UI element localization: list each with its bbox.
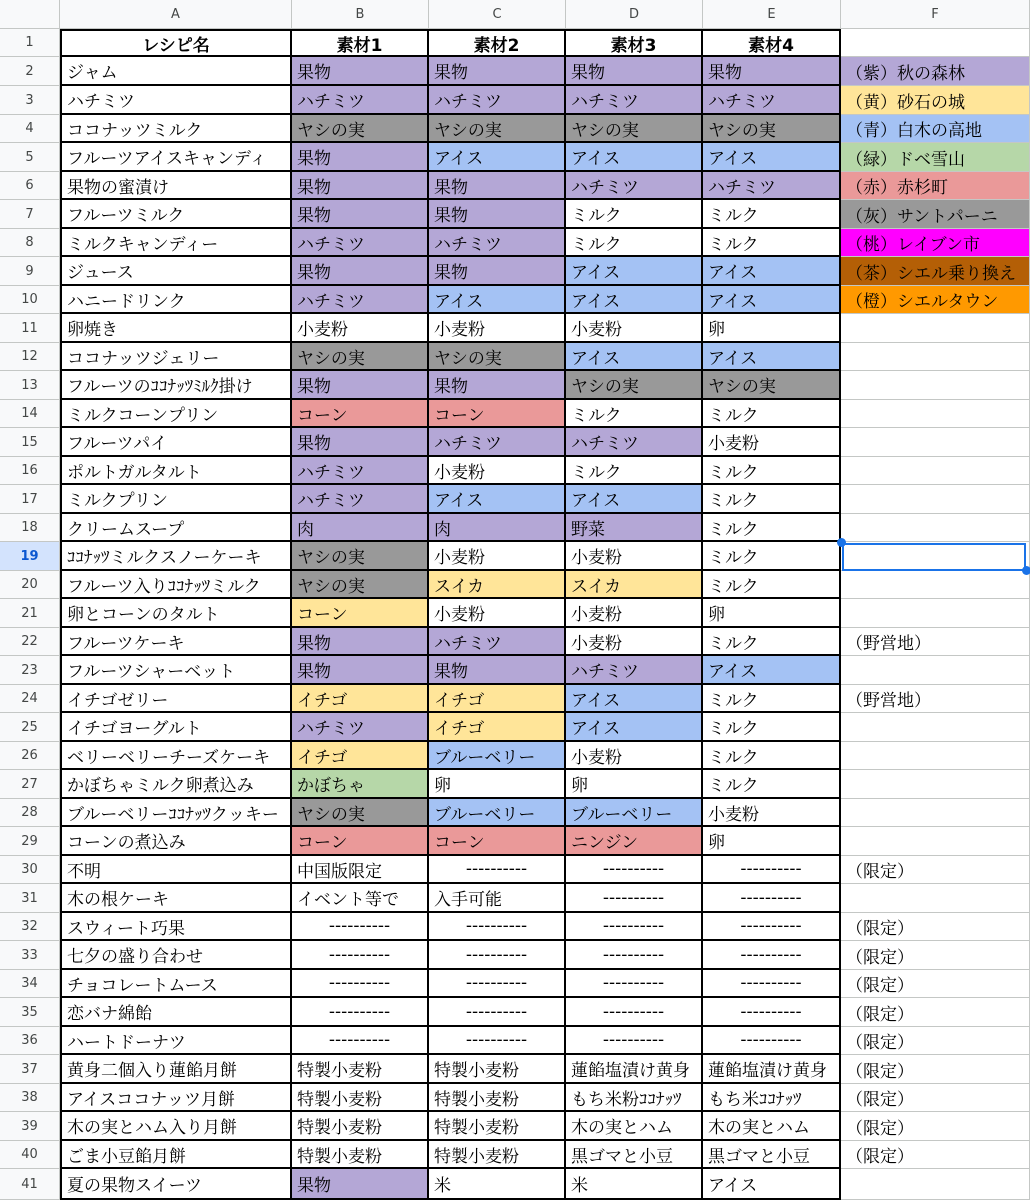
row-header-19[interactable]: 19 bbox=[0, 542, 60, 571]
recipe-name-cell[interactable]: ジャム bbox=[60, 57, 292, 86]
row-header-10[interactable]: 10 bbox=[0, 286, 60, 314]
material-cell[interactable]: 果物 bbox=[292, 628, 429, 656]
note-cell[interactable]: （限定） bbox=[841, 1055, 1030, 1084]
material-cell[interactable]: アイス bbox=[566, 485, 703, 514]
recipe-name-cell[interactable]: ジュース bbox=[60, 257, 292, 286]
recipe-name-cell[interactable]: フルーツシャーベット bbox=[60, 656, 292, 685]
material-cell[interactable]: アイス bbox=[703, 143, 841, 172]
column-header-c[interactable]: C bbox=[429, 0, 566, 29]
note-cell[interactable] bbox=[841, 599, 1030, 628]
row-header-6[interactable]: 6 bbox=[0, 172, 60, 200]
material-cell[interactable]: イベント等で bbox=[292, 884, 429, 913]
row-header-17[interactable]: 17 bbox=[0, 485, 60, 514]
note-cell[interactable] bbox=[841, 770, 1030, 799]
recipe-name-cell[interactable]: ココナッツミルク bbox=[60, 115, 292, 143]
recipe-name-cell[interactable]: コーンの煮込み bbox=[60, 827, 292, 856]
legend-cell[interactable]: （黄）砂石の城 bbox=[841, 86, 1030, 115]
column-header-e[interactable]: E bbox=[703, 0, 841, 29]
material-cell[interactable]: ---------- bbox=[566, 1027, 703, 1055]
material-cell[interactable]: スイカ bbox=[429, 571, 566, 599]
material-cell[interactable]: ハチミツ bbox=[429, 229, 566, 257]
material-cell[interactable]: ---------- bbox=[566, 998, 703, 1027]
material-cell[interactable]: アイス bbox=[429, 286, 566, 314]
material-cell[interactable]: ハチミツ bbox=[566, 428, 703, 457]
note-cell[interactable] bbox=[841, 884, 1030, 913]
material-cell[interactable]: アイス bbox=[566, 713, 703, 742]
recipe-name-cell[interactable]: ｺｺﾅｯﾂミルクスノーケーキ bbox=[60, 542, 292, 571]
material-cell[interactable]: もち米粉ｺｺﾅｯﾂ bbox=[566, 1084, 703, 1112]
row-header-25[interactable]: 25 bbox=[0, 713, 60, 742]
material-cell[interactable]: イチゴ bbox=[429, 713, 566, 742]
note-cell[interactable] bbox=[841, 542, 1030, 571]
material-cell[interactable]: ---------- bbox=[292, 913, 429, 941]
row-header-23[interactable]: 23 bbox=[0, 656, 60, 685]
note-cell[interactable]: （限定） bbox=[841, 1141, 1030, 1169]
material-cell[interactable]: ミルク bbox=[703, 542, 841, 571]
material-cell[interactable]: ---------- bbox=[703, 913, 841, 941]
recipe-name-cell[interactable]: ミルクコーンプリン bbox=[60, 400, 292, 428]
row-header-33[interactable]: 33 bbox=[0, 941, 60, 970]
note-cell[interactable]: （限定） bbox=[841, 1027, 1030, 1055]
material-cell[interactable]: ミルク bbox=[566, 200, 703, 229]
selection-fill-handle[interactable] bbox=[1022, 566, 1030, 575]
note-cell[interactable]: （限定） bbox=[841, 1112, 1030, 1141]
row-header-9[interactable]: 9 bbox=[0, 257, 60, 286]
selection-handle-top-left[interactable] bbox=[837, 538, 846, 547]
note-cell[interactable] bbox=[841, 713, 1030, 742]
material-cell[interactable]: アイス bbox=[429, 143, 566, 172]
material-cell[interactable]: 小麦粉 bbox=[566, 742, 703, 770]
material-cell[interactable]: ---------- bbox=[566, 941, 703, 970]
row-header-35[interactable]: 35 bbox=[0, 998, 60, 1027]
material-cell[interactable]: コーン bbox=[429, 400, 566, 428]
row-header-30[interactable]: 30 bbox=[0, 856, 60, 884]
note-cell[interactable] bbox=[841, 514, 1030, 542]
recipe-name-cell[interactable]: 卵焼き bbox=[60, 314, 292, 343]
row-header-15[interactable]: 15 bbox=[0, 428, 60, 457]
material-cell[interactable]: ヤシの実 bbox=[292, 542, 429, 571]
column-header-d[interactable]: D bbox=[566, 0, 703, 29]
note-cell[interactable] bbox=[841, 314, 1030, 343]
material-cell[interactable]: 果物 bbox=[292, 200, 429, 229]
material-cell[interactable]: ミルク bbox=[566, 400, 703, 428]
recipe-name-cell[interactable]: ブルーベリーｺｺﾅｯﾂクッキー bbox=[60, 799, 292, 827]
material-cell[interactable]: ミルク bbox=[703, 628, 841, 656]
material-cell[interactable]: ハチミツ bbox=[292, 86, 429, 115]
column-header-f[interactable]: F bbox=[841, 0, 1030, 29]
material-cell[interactable]: ミルク bbox=[703, 200, 841, 229]
material-cell[interactable]: 小麦粉 bbox=[429, 599, 566, 628]
material-cell[interactable]: ミルク bbox=[566, 229, 703, 257]
row-header-1[interactable]: 1 bbox=[0, 29, 60, 57]
material-cell[interactable]: 米 bbox=[566, 1169, 703, 1200]
material-cell[interactable]: イチゴ bbox=[292, 742, 429, 770]
recipe-name-cell[interactable]: スウィート巧果 bbox=[60, 913, 292, 941]
material-cell[interactable]: 果物 bbox=[429, 257, 566, 286]
material-cell[interactable]: ブルーベリー bbox=[429, 742, 566, 770]
material-cell[interactable]: 木の実とハム bbox=[566, 1112, 703, 1141]
material-cell[interactable]: ---------- bbox=[703, 998, 841, 1027]
material-cell[interactable]: ハチミツ bbox=[292, 485, 429, 514]
note-cell[interactable] bbox=[841, 428, 1030, 457]
note-cell[interactable] bbox=[841, 371, 1030, 400]
material-cell[interactable]: 卵 bbox=[703, 599, 841, 628]
material-cell[interactable]: ---------- bbox=[429, 941, 566, 970]
material-cell[interactable]: ミルク bbox=[703, 485, 841, 514]
material-cell[interactable]: アイス bbox=[566, 257, 703, 286]
row-header-4[interactable]: 4 bbox=[0, 115, 60, 143]
material-cell[interactable]: アイス bbox=[429, 485, 566, 514]
material-cell[interactable]: ハチミツ bbox=[703, 172, 841, 200]
column-header-b[interactable]: B bbox=[292, 0, 429, 29]
material-cell[interactable]: ヤシの実 bbox=[566, 371, 703, 400]
recipe-name-cell[interactable]: ごま小豆餡月餅 bbox=[60, 1141, 292, 1169]
material-cell[interactable]: ---------- bbox=[566, 884, 703, 913]
header-cell-material-1[interactable]: 素材1 bbox=[292, 29, 429, 57]
material-cell[interactable]: ハチミツ bbox=[703, 86, 841, 115]
legend-cell[interactable]: （桃）レイブン市 bbox=[841, 229, 1030, 257]
row-header-20[interactable]: 20 bbox=[0, 571, 60, 599]
column-header-a[interactable]: A bbox=[60, 0, 292, 29]
recipe-name-cell[interactable]: かぼちゃミルク卵煮込み bbox=[60, 770, 292, 799]
row-header-2[interactable]: 2 bbox=[0, 57, 60, 86]
note-cell[interactable]: （限定） bbox=[841, 970, 1030, 998]
material-cell[interactable]: ハチミツ bbox=[292, 286, 429, 314]
material-cell[interactable]: ---------- bbox=[429, 998, 566, 1027]
cell-f1[interactable] bbox=[841, 29, 1030, 57]
note-cell[interactable] bbox=[841, 1169, 1030, 1200]
material-cell[interactable]: ミルク bbox=[703, 229, 841, 257]
material-cell[interactable]: スイカ bbox=[566, 571, 703, 599]
row-header-37[interactable]: 37 bbox=[0, 1055, 60, 1084]
material-cell[interactable]: ミルク bbox=[703, 571, 841, 599]
recipe-name-cell[interactable]: アイスココナッツ月餅 bbox=[60, 1084, 292, 1112]
recipe-name-cell[interactable]: ハチミツ bbox=[60, 86, 292, 115]
material-cell[interactable]: ハチミツ bbox=[429, 428, 566, 457]
recipe-name-cell[interactable]: ミルクプリン bbox=[60, 485, 292, 514]
material-cell[interactable]: 特製小麦粉 bbox=[292, 1084, 429, 1112]
material-cell[interactable]: 特製小麦粉 bbox=[292, 1141, 429, 1169]
recipe-name-cell[interactable]: 七夕の盛り合わせ bbox=[60, 941, 292, 970]
material-cell[interactable]: 入手可能 bbox=[429, 884, 566, 913]
material-cell[interactable]: 卵 bbox=[703, 827, 841, 856]
material-cell[interactable]: アイス bbox=[566, 343, 703, 371]
material-cell[interactable]: ---------- bbox=[429, 970, 566, 998]
recipe-name-cell[interactable]: イチゴゼリー bbox=[60, 685, 292, 713]
material-cell[interactable]: ヤシの実 bbox=[292, 571, 429, 599]
recipe-name-cell[interactable]: ココナッツジェリー bbox=[60, 343, 292, 371]
material-cell[interactable]: 肉 bbox=[292, 514, 429, 542]
row-header-14[interactable]: 14 bbox=[0, 400, 60, 428]
material-cell[interactable]: アイス bbox=[566, 286, 703, 314]
legend-cell[interactable]: （橙）シエルタウン bbox=[841, 286, 1030, 314]
material-cell[interactable]: ---------- bbox=[703, 941, 841, 970]
recipe-name-cell[interactable]: チョコレートムース bbox=[60, 970, 292, 998]
material-cell[interactable]: 果物 bbox=[566, 57, 703, 86]
material-cell[interactable]: 野菜 bbox=[566, 514, 703, 542]
row-header-21[interactable]: 21 bbox=[0, 599, 60, 628]
note-cell[interactable] bbox=[841, 400, 1030, 428]
material-cell[interactable]: ハチミツ bbox=[566, 172, 703, 200]
row-header-28[interactable]: 28 bbox=[0, 799, 60, 827]
material-cell[interactable]: ミルク bbox=[703, 400, 841, 428]
recipe-name-cell[interactable]: 黄身二個入り蓮餡月餅 bbox=[60, 1055, 292, 1084]
recipe-name-cell[interactable]: フルーツケーキ bbox=[60, 628, 292, 656]
material-cell[interactable]: 果物 bbox=[292, 656, 429, 685]
material-cell[interactable]: 小麦粉 bbox=[566, 599, 703, 628]
material-cell[interactable]: 特製小麦粉 bbox=[292, 1112, 429, 1141]
material-cell[interactable]: ミルク bbox=[703, 713, 841, 742]
recipe-name-cell[interactable]: ハートドーナツ bbox=[60, 1027, 292, 1055]
note-cell[interactable]: （野営地） bbox=[841, 685, 1030, 713]
recipe-name-cell[interactable]: フルーツ入りｺｺﾅｯﾂミルク bbox=[60, 571, 292, 599]
note-cell[interactable] bbox=[841, 827, 1030, 856]
material-cell[interactable]: コーン bbox=[292, 599, 429, 628]
material-cell[interactable]: 特製小麦粉 bbox=[429, 1084, 566, 1112]
material-cell[interactable]: 小麦粉 bbox=[429, 457, 566, 485]
recipe-name-cell[interactable]: ベリーベリーチーズケーキ bbox=[60, 742, 292, 770]
material-cell[interactable]: ニンジン bbox=[566, 827, 703, 856]
recipe-name-cell[interactable]: 木の実とハム入り月餅 bbox=[60, 1112, 292, 1141]
recipe-name-cell[interactable]: ハニードリンク bbox=[60, 286, 292, 314]
row-header-41[interactable]: 41 bbox=[0, 1169, 60, 1200]
material-cell[interactable]: 果物 bbox=[292, 1169, 429, 1200]
row-header-38[interactable]: 38 bbox=[0, 1084, 60, 1112]
row-header-27[interactable]: 27 bbox=[0, 770, 60, 799]
recipe-name-cell[interactable]: 恋バナ綿飴 bbox=[60, 998, 292, 1027]
recipe-name-cell[interactable]: 夏の果物スイーツ bbox=[60, 1169, 292, 1200]
legend-cell[interactable]: （茶）シエル乗り換え bbox=[841, 257, 1030, 286]
row-header-32[interactable]: 32 bbox=[0, 913, 60, 941]
legend-cell[interactable]: （紫）秋の森林 bbox=[841, 57, 1030, 86]
material-cell[interactable]: 特製小麦粉 bbox=[429, 1112, 566, 1141]
material-cell[interactable]: 木の実とハム bbox=[703, 1112, 841, 1141]
material-cell[interactable]: ハチミツ bbox=[566, 86, 703, 115]
material-cell[interactable]: 果物 bbox=[292, 371, 429, 400]
material-cell[interactable]: アイス bbox=[703, 1169, 841, 1200]
recipe-name-cell[interactable]: フルーツミルク bbox=[60, 200, 292, 229]
material-cell[interactable]: 黒ゴマと小豆 bbox=[703, 1141, 841, 1169]
note-cell[interactable] bbox=[841, 571, 1030, 599]
material-cell[interactable]: ---------- bbox=[292, 941, 429, 970]
material-cell[interactable]: ---------- bbox=[703, 884, 841, 913]
row-header-22[interactable]: 22 bbox=[0, 628, 60, 656]
note-cell[interactable]: （野営地） bbox=[841, 628, 1030, 656]
material-cell[interactable]: ハチミツ bbox=[292, 457, 429, 485]
row-header-34[interactable]: 34 bbox=[0, 970, 60, 998]
material-cell[interactable]: ミルク bbox=[566, 457, 703, 485]
material-cell[interactable]: ---------- bbox=[703, 1027, 841, 1055]
row-header-11[interactable]: 11 bbox=[0, 314, 60, 343]
material-cell[interactable]: 卵 bbox=[566, 770, 703, 799]
material-cell[interactable]: アイス bbox=[703, 343, 841, 371]
material-cell[interactable]: ---------- bbox=[429, 856, 566, 884]
material-cell[interactable]: アイス bbox=[566, 685, 703, 713]
material-cell[interactable]: 米 bbox=[429, 1169, 566, 1200]
row-header-26[interactable]: 26 bbox=[0, 742, 60, 770]
header-cell-material-3[interactable]: 素材3 bbox=[566, 29, 703, 57]
row-header-16[interactable]: 16 bbox=[0, 457, 60, 485]
material-cell[interactable]: ヤシの実 bbox=[566, 115, 703, 143]
material-cell[interactable]: 卵 bbox=[429, 770, 566, 799]
recipe-name-cell[interactable]: フルーツパイ bbox=[60, 428, 292, 457]
row-header-39[interactable]: 39 bbox=[0, 1112, 60, 1141]
material-cell[interactable]: イチゴ bbox=[292, 685, 429, 713]
material-cell[interactable]: ---------- bbox=[703, 856, 841, 884]
recipe-name-cell[interactable]: フルーツアイスキャンディ bbox=[60, 143, 292, 172]
material-cell[interactable]: 特製小麦粉 bbox=[429, 1055, 566, 1084]
material-cell[interactable]: ミルク bbox=[703, 457, 841, 485]
material-cell[interactable]: ヤシの実 bbox=[429, 115, 566, 143]
material-cell[interactable]: ミルク bbox=[703, 770, 841, 799]
header-cell-material-2[interactable]: 素材2 bbox=[429, 29, 566, 57]
material-cell[interactable]: ---------- bbox=[566, 913, 703, 941]
material-cell[interactable]: ヤシの実 bbox=[703, 371, 841, 400]
material-cell[interactable]: コーン bbox=[292, 827, 429, 856]
material-cell[interactable]: コーン bbox=[292, 400, 429, 428]
row-header-7[interactable]: 7 bbox=[0, 200, 60, 229]
material-cell[interactable]: ---------- bbox=[292, 970, 429, 998]
material-cell[interactable]: 果物 bbox=[292, 172, 429, 200]
material-cell[interactable]: ---------- bbox=[429, 1027, 566, 1055]
material-cell[interactable]: かぼちゃ bbox=[292, 770, 429, 799]
material-cell[interactable]: ハチミツ bbox=[429, 628, 566, 656]
material-cell[interactable]: ミルク bbox=[703, 514, 841, 542]
note-cell[interactable]: （限定） bbox=[841, 941, 1030, 970]
material-cell[interactable]: 果物 bbox=[429, 200, 566, 229]
row-header-31[interactable]: 31 bbox=[0, 884, 60, 913]
note-cell[interactable] bbox=[841, 343, 1030, 371]
note-cell[interactable] bbox=[841, 457, 1030, 485]
material-cell[interactable]: ---------- bbox=[703, 970, 841, 998]
recipe-name-cell[interactable]: 不明 bbox=[60, 856, 292, 884]
material-cell[interactable]: 中国版限定 bbox=[292, 856, 429, 884]
material-cell[interactable]: イチゴ bbox=[429, 685, 566, 713]
recipe-name-cell[interactable]: イチゴヨーグルト bbox=[60, 713, 292, 742]
material-cell[interactable]: 肉 bbox=[429, 514, 566, 542]
header-cell-recipe-name[interactable]: レシピ名 bbox=[60, 29, 292, 57]
material-cell[interactable]: 小麦粉 bbox=[429, 314, 566, 343]
row-header-8[interactable]: 8 bbox=[0, 229, 60, 257]
material-cell[interactable]: ---------- bbox=[292, 998, 429, 1027]
material-cell[interactable]: 果物 bbox=[429, 656, 566, 685]
material-cell[interactable]: 果物 bbox=[703, 57, 841, 86]
legend-cell[interactable]: （青）白木の高地 bbox=[841, 115, 1030, 143]
material-cell[interactable]: 小麦粉 bbox=[566, 542, 703, 571]
note-cell[interactable]: （限定） bbox=[841, 998, 1030, 1027]
material-cell[interactable]: ---------- bbox=[429, 913, 566, 941]
recipe-name-cell[interactable]: ミルクキャンディー bbox=[60, 229, 292, 257]
recipe-name-cell[interactable]: 果物の蜜漬け bbox=[60, 172, 292, 200]
select-all-corner[interactable] bbox=[0, 0, 60, 29]
material-cell[interactable]: ブルーベリー bbox=[566, 799, 703, 827]
material-cell[interactable]: 蓮餡塩漬け黄身 bbox=[703, 1055, 841, 1084]
material-cell[interactable]: アイス bbox=[703, 286, 841, 314]
row-header-18[interactable]: 18 bbox=[0, 514, 60, 542]
row-header-29[interactable]: 29 bbox=[0, 827, 60, 856]
material-cell[interactable]: 果物 bbox=[429, 57, 566, 86]
material-cell[interactable]: ハチミツ bbox=[292, 713, 429, 742]
note-cell[interactable]: （限定） bbox=[841, 913, 1030, 941]
row-header-40[interactable]: 40 bbox=[0, 1141, 60, 1169]
material-cell[interactable]: 小麦粉 bbox=[429, 542, 566, 571]
material-cell[interactable]: 果物 bbox=[429, 371, 566, 400]
header-cell-material-4[interactable]: 素材4 bbox=[703, 29, 841, 57]
material-cell[interactable]: もち米ｺｺﾅｯﾂ bbox=[703, 1084, 841, 1112]
note-cell[interactable]: （限定） bbox=[841, 1084, 1030, 1112]
legend-cell[interactable]: （赤）赤杉町 bbox=[841, 172, 1030, 200]
row-header-3[interactable]: 3 bbox=[0, 86, 60, 115]
recipe-name-cell[interactable]: フルーツのｺｺﾅｯﾂﾐﾙｸ掛け bbox=[60, 371, 292, 400]
row-header-36[interactable]: 36 bbox=[0, 1027, 60, 1055]
recipe-name-cell[interactable]: ポルトガルタルト bbox=[60, 457, 292, 485]
material-cell[interactable]: 果物 bbox=[292, 143, 429, 172]
material-cell[interactable]: ミルク bbox=[703, 742, 841, 770]
material-cell[interactable]: ---------- bbox=[566, 970, 703, 998]
recipe-name-cell[interactable]: クリームスープ bbox=[60, 514, 292, 542]
material-cell[interactable]: アイス bbox=[566, 143, 703, 172]
row-header-12[interactable]: 12 bbox=[0, 343, 60, 371]
material-cell[interactable]: 小麦粉 bbox=[703, 799, 841, 827]
note-cell[interactable]: （限定） bbox=[841, 856, 1030, 884]
note-cell[interactable] bbox=[841, 656, 1030, 685]
material-cell[interactable]: 特製小麦粉 bbox=[292, 1055, 429, 1084]
material-cell[interactable]: 果物 bbox=[292, 257, 429, 286]
material-cell[interactable]: ハチミツ bbox=[292, 229, 429, 257]
note-cell[interactable] bbox=[841, 799, 1030, 827]
material-cell[interactable]: ミルク bbox=[703, 685, 841, 713]
material-cell[interactable]: 特製小麦粉 bbox=[429, 1141, 566, 1169]
row-header-24[interactable]: 24 bbox=[0, 685, 60, 713]
material-cell[interactable]: アイス bbox=[703, 656, 841, 685]
material-cell[interactable]: ブルーベリー bbox=[429, 799, 566, 827]
material-cell[interactable]: 果物 bbox=[292, 428, 429, 457]
material-cell[interactable]: ヤシの実 bbox=[703, 115, 841, 143]
material-cell[interactable]: ヤシの実 bbox=[292, 799, 429, 827]
material-cell[interactable]: コーン bbox=[429, 827, 566, 856]
material-cell[interactable]: ---------- bbox=[292, 1027, 429, 1055]
row-header-5[interactable]: 5 bbox=[0, 143, 60, 172]
material-cell[interactable]: 小麦粉 bbox=[703, 428, 841, 457]
material-cell[interactable]: ヤシの実 bbox=[292, 343, 429, 371]
material-cell[interactable]: ハチミツ bbox=[566, 656, 703, 685]
material-cell[interactable]: 果物 bbox=[292, 57, 429, 86]
note-cell[interactable] bbox=[841, 485, 1030, 514]
legend-cell[interactable]: （灰）サントパーニ bbox=[841, 200, 1030, 229]
material-cell[interactable]: ---------- bbox=[566, 856, 703, 884]
recipe-name-cell[interactable]: 木の根ケーキ bbox=[60, 884, 292, 913]
material-cell[interactable]: ヤシの実 bbox=[429, 343, 566, 371]
note-cell[interactable] bbox=[841, 742, 1030, 770]
material-cell[interactable]: 小麦粉 bbox=[566, 314, 703, 343]
material-cell[interactable]: 小麦粉 bbox=[292, 314, 429, 343]
material-cell[interactable]: 黒ゴマと小豆 bbox=[566, 1141, 703, 1169]
material-cell[interactable]: ハチミツ bbox=[429, 86, 566, 115]
legend-cell[interactable]: （緑）ドベ雪山 bbox=[841, 143, 1030, 172]
material-cell[interactable]: ヤシの実 bbox=[292, 115, 429, 143]
row-header-13[interactable]: 13 bbox=[0, 371, 60, 400]
recipe-name-cell[interactable]: 卵とコーンのタルト bbox=[60, 599, 292, 628]
material-cell[interactable]: 蓮餡塩漬け黄身 bbox=[566, 1055, 703, 1084]
material-cell[interactable]: 卵 bbox=[703, 314, 841, 343]
material-cell[interactable]: 果物 bbox=[429, 172, 566, 200]
material-cell[interactable]: 小麦粉 bbox=[566, 628, 703, 656]
material-cell[interactable]: アイス bbox=[703, 257, 841, 286]
